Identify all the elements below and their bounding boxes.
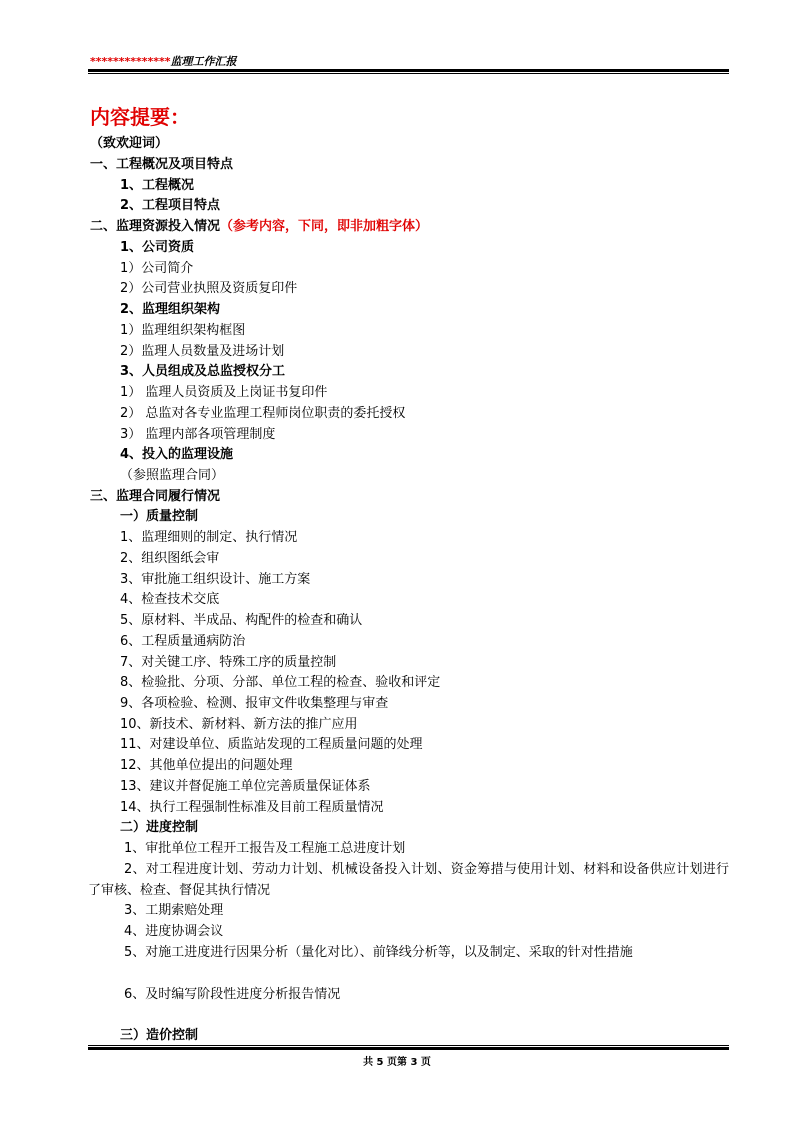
list-item: 1） 监理人员资质及上岗证书复印件 [120,385,328,400]
subheading: 3、人员组成及总监授权分工 [120,364,286,379]
list-item: 14、执行工程强制性标准及目前工程质量情况 [120,800,384,815]
header-rule-thick [88,69,729,72]
heading-2 [90,216,428,237]
heading-1: 一、工程概况及项目特点 [90,157,234,172]
list-item: 8、检验批、分项、分部、单位工程的检查、验收和评定 [120,675,441,690]
list-item: 6、及时编写阶段性进度分析报告情况 [124,987,341,1002]
list-item: 13、建议并督促施工单位完善质量保证体系 [120,779,371,794]
subheading: 三）造价控制 [120,1028,199,1043]
list-item: 7、对关键工序、特殊工序的质量控制 [120,655,337,670]
header-title: 监理工作汇报 [170,55,237,68]
list-item: （参照监理合同） [120,468,225,483]
list-item: 1、审批单位工程开工报告及工程施工总进度计划 [124,841,406,856]
list-item: 6、工程质量通病防治 [120,634,246,649]
page-header [90,53,237,69]
list-item: 3、审批施工组织设计、施工方案 [120,572,311,587]
subheading: 一）质量控制 [120,509,199,524]
list-item: 3） 监理内部各项管理制度 [120,427,276,442]
footer-rule-thin [88,1045,729,1046]
list-item: 9、各项检验、检测、报审文件收集整理与审查 [120,696,389,711]
subheading: 二）进度控制 [120,820,199,835]
list-item: 12、其他单位提出的问题处理 [120,758,293,773]
page-number: 共 5 页第 3 页 [363,1057,431,1068]
subheading: 2、监理组织架构 [120,302,221,317]
list-item: 2） 总监对各专业监理工程师岗位职责的委托授权 [120,406,406,421]
subheading: 1、工程概况 [120,178,195,193]
footer-rule-thick [88,1047,729,1050]
heading-2-text: 二、监理资源投入情况 [90,219,221,234]
list-item: 10、新技术、新材料、新方法的推广应用 [120,717,358,732]
subheading: 1、公司资质 [120,240,195,255]
header-rule-thin [88,73,729,74]
line-welcome: （致欢迎词） [90,136,169,151]
list-item: 1）监理组织架构框图 [120,323,246,338]
paragraph: 2、对工程进度计划、劳动力计划、机械设备投入计划、资金筹措与使用计划、材料和设备供应计划进行了审核、检查、督促其执行情况 [88,862,729,898]
subheading: 4、投入的监理设施 [120,447,234,462]
list-item: 2、组织图纸会审 [120,551,220,566]
list-item: 11、对建设单位、质监站发现的工程质量问题的处理 [120,737,423,752]
heading-3: 三、监理合同履行情况 [90,489,221,504]
page-title: 内容提要： [90,105,190,129]
subheading: 2、工程项目特点 [120,198,221,213]
list-item: 5、原材料、半成品、构配件的检查和确认 [120,613,363,628]
list-item: 4、检查技术交底 [120,592,220,607]
list-item: 2）监理人员数量及进场计划 [120,344,285,359]
list-item: 4、进度协调会议 [124,924,224,939]
list-item: 1、监理细则的制定、执行情况 [120,530,298,545]
list-item: 1）公司简介 [120,261,194,276]
list-item: 2）公司营业执照及资质复印件 [120,281,298,296]
heading-2-note: （参考内容，下同，即非加粗字体） [220,219,429,234]
paragraph: 5、对施工进度进行因果分析（量化对比）、前锋线分析等，以及制定、采取的针对性措施 [124,945,633,960]
header-stars: ************** [90,55,171,68]
list-item: 3、工期索赔处理 [124,903,224,918]
